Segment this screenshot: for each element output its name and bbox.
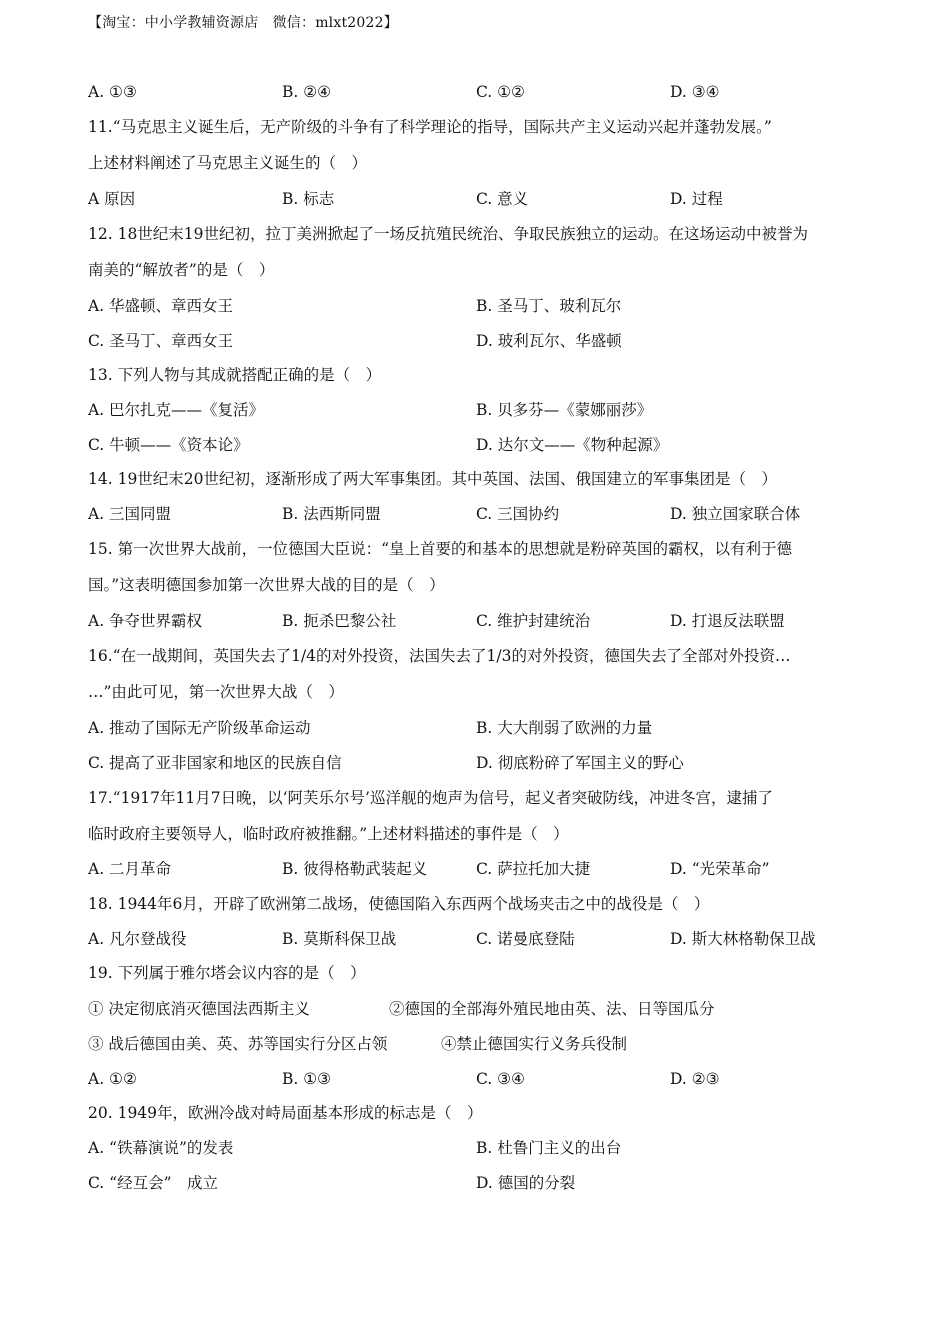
q14-option-c: C. 三国协约 [476,505,560,523]
watermark-header: 【淘宝：中小学教辅资源店 微信：mlxt2022】 [88,15,398,31]
q20-stem: 20. 1949年，欧洲冷战对峙局面基本形成的标志是（ ） [88,1104,483,1122]
q13-option-c: C. 牛顿——《资本论》 [88,436,249,454]
q17-option-c: C. 萨拉托加大捷 [476,860,591,878]
q17-stem-line1: 17.“1917年11月7日晚，以‘阿芙乐尔号’巡洋舰的炮声为信号，起义者突破防线，冲进冬宫，逮捕了 [88,789,773,807]
q16-option-a: A. 推动了国际无产阶级革命运动 [88,719,311,737]
q15-stem-line2: 国。”这表明德国参加第一次世界大战的目的是（ ） [88,576,445,594]
q17-option-d: D. “光荣革命” [670,860,770,878]
q11-option-d: D. 过程 [670,190,723,208]
q10-option-d: D. ③④ [670,83,720,101]
q15-stem-line1: 15. 第一次世界大战前，一位德国大臣说：“皇上首要的和基本的思想就是粉碎英国的霸权，以有利于德 [88,540,793,558]
q19-option-d: D. ②③ [670,1070,720,1088]
q14-stem: 14. 19世纪末20世纪初，逐渐形成了两大军事集团。其中英国、法国、俄国建立的军事集团是（ ） [88,470,778,488]
q14-option-d: D. 独立国家联合体 [670,505,801,523]
q15-option-c: C. 维护封建统治 [476,612,591,630]
q20-option-c: C. “经互会” 成立 [88,1174,219,1192]
q12-option-d: D. 玻利瓦尔、华盛顿 [476,332,622,350]
q19-item-1: ① 决定彻底消灭德国法西斯主义 [88,1000,310,1018]
q16-stem-line2: …”由此可见，第一次世界大战（ ） [88,683,344,701]
q19-option-b: B. ①③ [282,1070,332,1088]
q10-option-b: B. ②④ [282,83,332,101]
q13-option-a: A. 巴尔扎克——《复活》 [88,401,265,419]
q19-option-a: A. ①② [88,1070,137,1088]
q17-option-a: A. 二月革命 [88,860,172,878]
q20-option-d: D. 德国的分裂 [476,1174,576,1192]
q15-option-d: D. 打退反法联盟 [670,612,785,630]
q16-stem-line1: 16.“在一战期间，英国失去了1/4的对外投资，法国失去了1/3的对外投资，德国失去了全部对外投资… [88,647,791,665]
q12-option-c: C. 圣马丁、章西女王 [88,332,234,350]
q16-option-b: B. 大大削弱了欧洲的力量 [476,719,653,737]
q18-option-d: D. 斯大林格勒保卫战 [670,930,816,948]
q19-item-2: ②德国的全部海外殖民地由英、法、日等国瓜分 [389,1000,715,1018]
q19-stem: 19. 下列属于雅尔塔会议内容的是（ ） [88,964,366,982]
q16-option-d: D. 彻底粉碎了军国主义的野心 [476,754,684,772]
q11-stem-line1: 11.“马克思主义诞生后，无产阶级的斗争有了科学理论的指导，国际共产主义运动兴起并蓬勃发展。” [88,118,772,136]
q10-option-a: A. ①③ [88,83,137,101]
q20-option-a: A. “铁幕演说”的发表 [88,1139,234,1157]
q14-option-a: A. 三国同盟 [88,505,172,523]
q15-option-a: A. 争夺世界霸权 [88,612,203,630]
q13-option-b: B. 贝多芬—《蒙娜丽莎》 [476,401,653,419]
q18-option-b: B. 莫斯科保卫战 [282,930,397,948]
q13-stem: 13. 下列人物与其成就搭配正确的是（ ） [88,366,382,384]
q18-option-a: A. 凡尔登战役 [88,930,187,948]
q12-option-b: B. 圣马丁、玻利瓦尔 [476,297,622,315]
q10-option-c: C. ①② [476,83,525,101]
q18-option-c: C. 诺曼底登陆 [476,930,575,948]
q15-option-b: B. 扼杀巴黎公社 [282,612,397,630]
q18-stem: 18. 1944年6月，开辟了欧洲第二战场，使德国陷入东西两个战场夹击之中的战役是（ ） [88,895,710,913]
q19-item-3: ③ 战后德国由美、英、苏等国实行分区占领 [88,1035,388,1053]
q12-option-a: A. 华盛顿、章西女王 [88,297,234,315]
q19-item-4: ④禁止德国实行义务兵役制 [441,1035,628,1053]
q13-option-d: D. 达尔文——《物种起源》 [476,436,669,454]
q11-stem-line2: 上述材料阐述了马克思主义诞生的（ ） [88,154,368,172]
q17-option-b: B. 彼得格勒武装起义 [282,860,428,878]
q20-option-b: B. 杜鲁门主义的出台 [476,1139,622,1157]
q11-option-a: A 原因 [88,190,136,208]
q12-stem-line2: 南美的“解放者”的是（ ） [88,261,275,279]
q16-option-c: C. 提高了亚非国家和地区的民族自信 [88,754,342,772]
q11-option-b: B. 标志 [282,190,335,208]
q11-option-c: C. 意义 [476,190,529,208]
q14-option-b: B. 法西斯同盟 [282,505,381,523]
q19-option-c: C. ③④ [476,1070,525,1088]
q12-stem-line1: 12. 18世纪末19世纪初，拉丁美洲掀起了一场反抗殖民统治、争取民族独立的运动。在这场运动中被誉为 [88,225,809,243]
q17-stem-line2: 临时政府主要领导人，临时政府被推翻。”上述材料描述的事件是（ ） [88,825,569,843]
